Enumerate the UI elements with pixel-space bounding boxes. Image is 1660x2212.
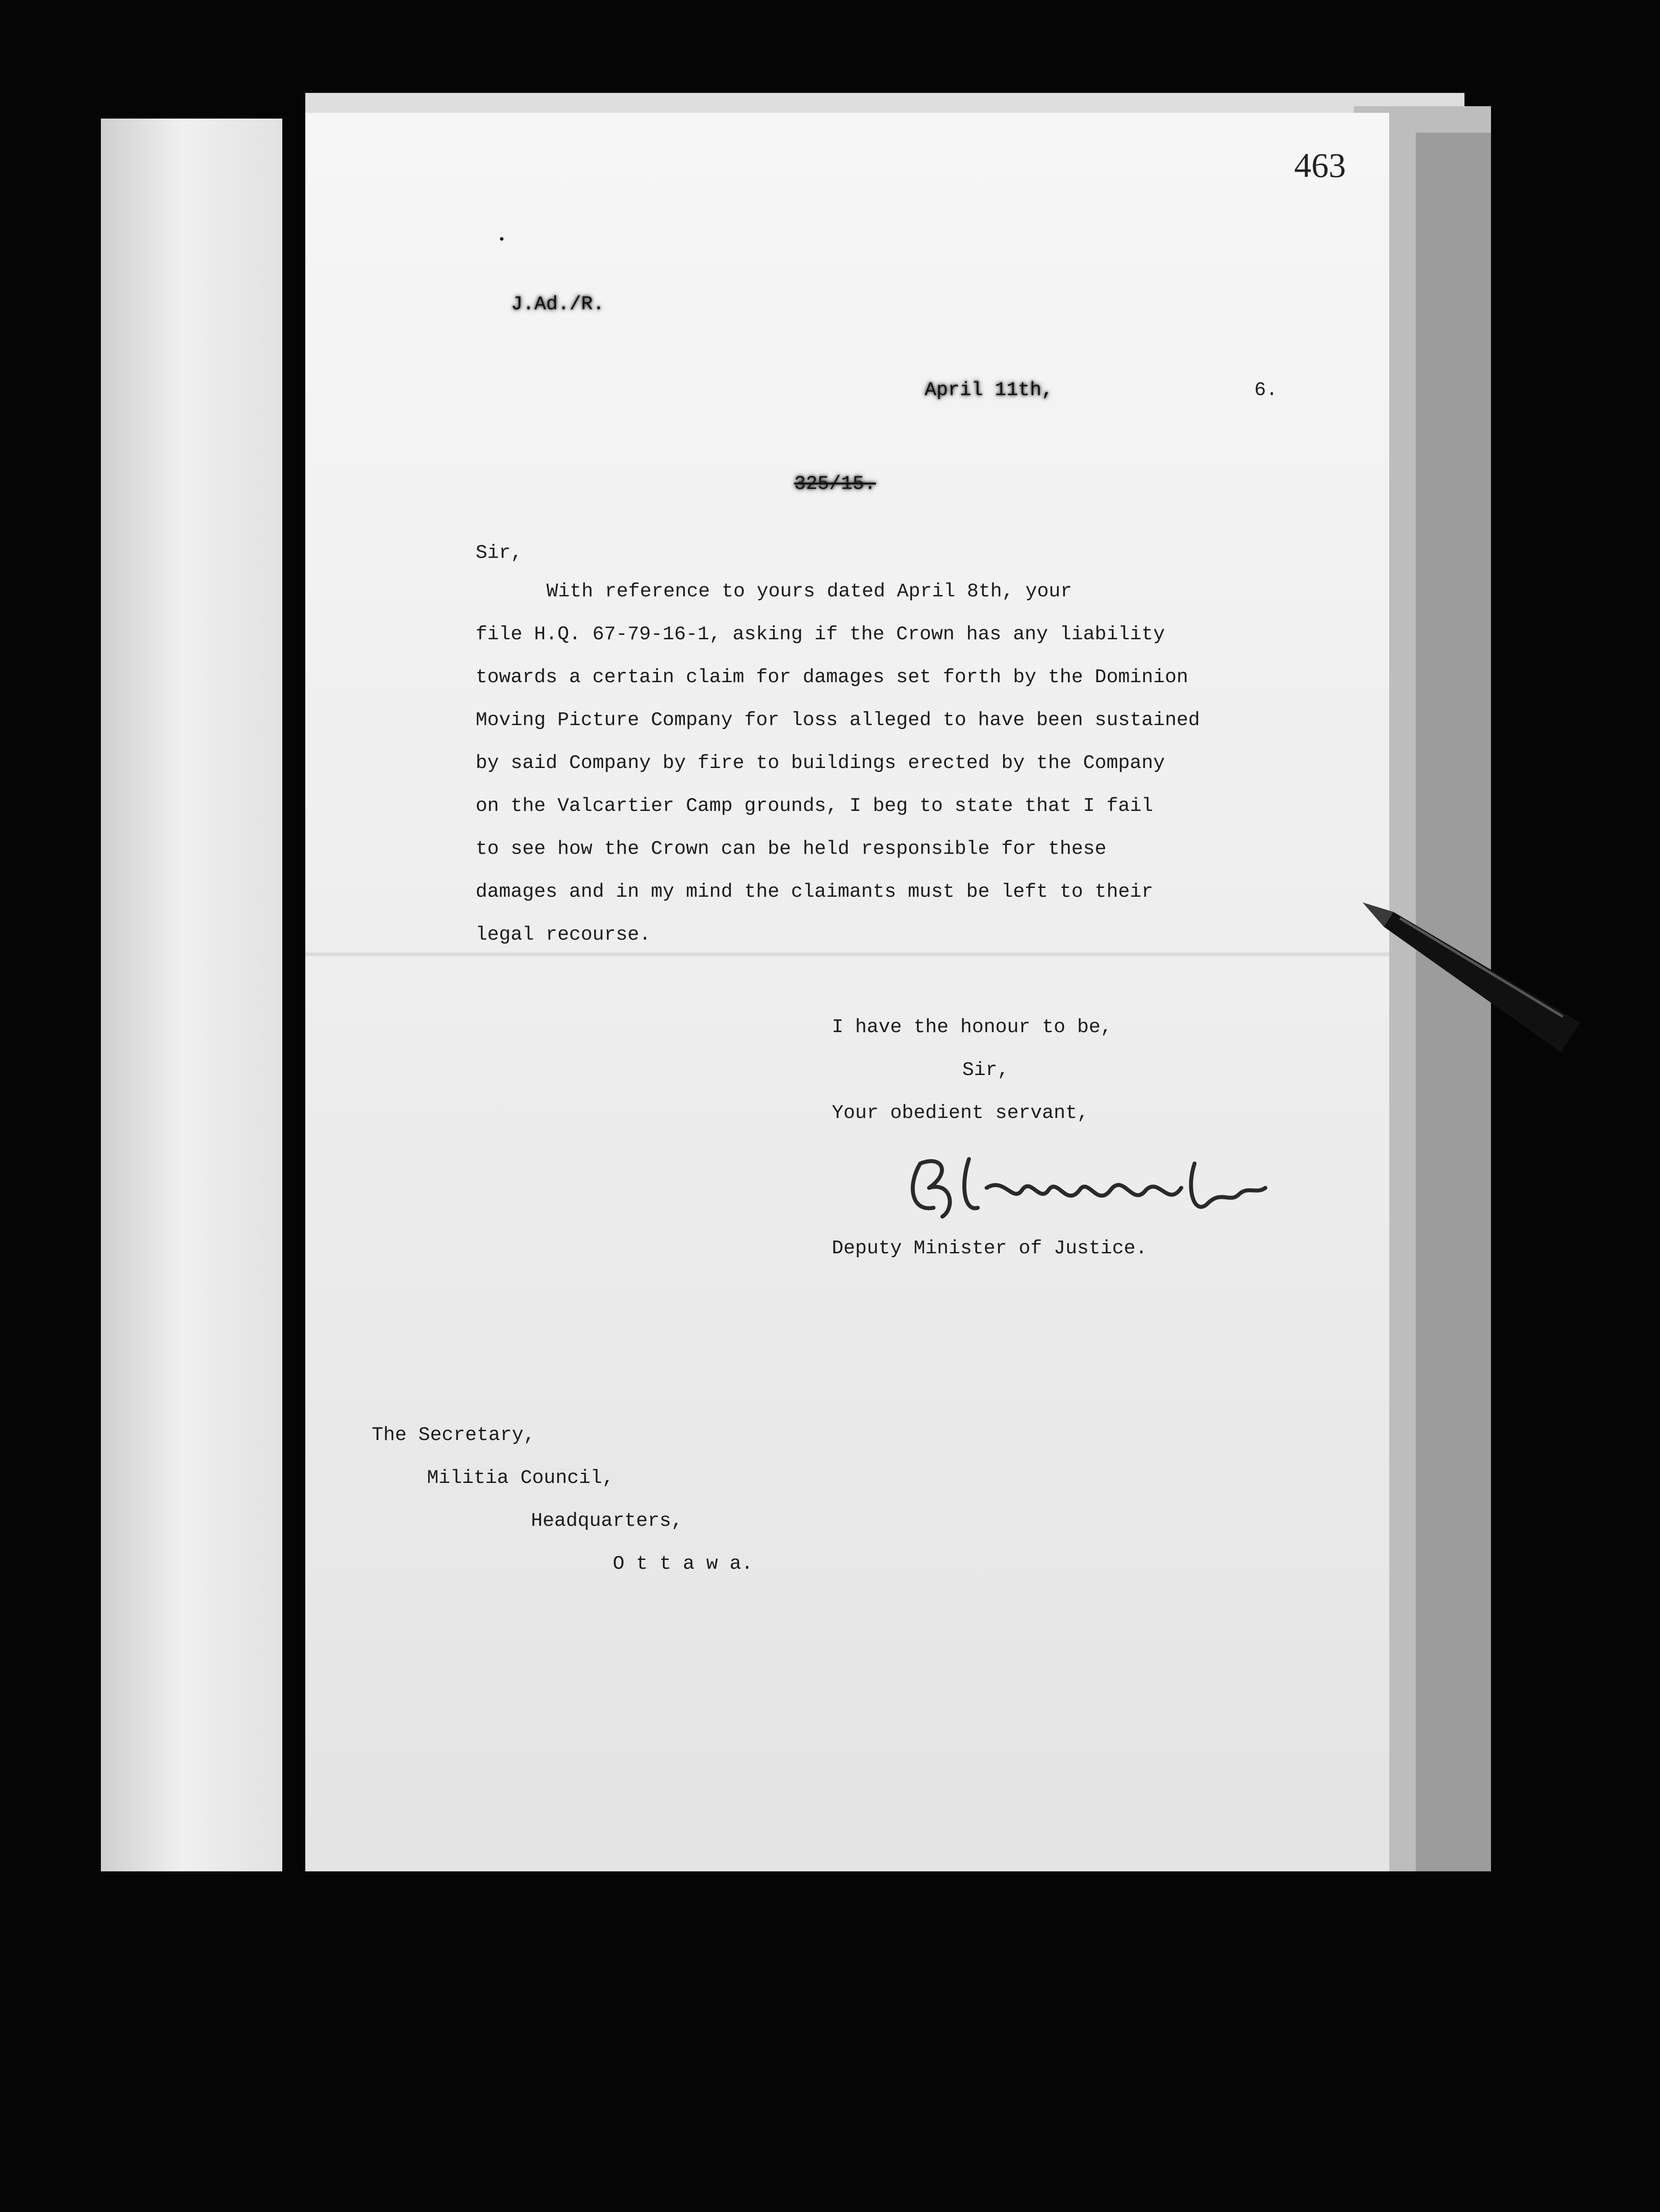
body-line: legal recourse. — [476, 924, 651, 946]
body-line: file H.Q. 67-79-16-1, asking if the Crown has any liability — [476, 623, 1165, 645]
body-line: to see how the Crown can be held responsible for these — [476, 838, 1107, 860]
page-number: 463 — [1294, 146, 1346, 184]
letter-page — [305, 113, 1389, 1871]
letter-date: April 11th, — [925, 379, 1053, 401]
reference-initials: J.Ad./R. — [511, 293, 605, 315]
salutation: Sir, — [476, 542, 523, 564]
closing-line: Your obedient servant, — [832, 1102, 1089, 1124]
page-fold — [305, 951, 1389, 957]
left-paper-strip — [101, 119, 282, 1871]
signature-title: Deputy Minister of Justice. — [832, 1237, 1147, 1260]
dot-mark: • — [498, 233, 506, 248]
body-line: Moving Picture Company for loss alleged to have been sustained — [476, 709, 1200, 731]
address-line: Headquarters, — [531, 1510, 683, 1532]
body-line: on the Valcartier Camp grounds, I beg to state that I fail — [476, 795, 1153, 817]
closing-line: I have the honour to be, — [832, 1016, 1112, 1038]
body-line: With reference to yours dated April 8th, your — [546, 580, 1072, 603]
file-number: 325/15. — [794, 473, 876, 495]
address-line: Militia Council, — [427, 1467, 614, 1489]
closing-line: Sir, — [962, 1059, 1009, 1081]
address-line: O t t a w a. — [613, 1553, 753, 1575]
address-line: The Secretary, — [372, 1424, 535, 1446]
body-line: by said Company by fire to buildings erected by the Company — [476, 752, 1165, 774]
body-line: damages and in my mind the claimants must be left to their — [476, 881, 1153, 903]
body-line: towards a certain claim for damages set forth by the Dominion — [476, 666, 1188, 688]
handwritten-signature — [903, 1146, 1279, 1230]
date-suffix: 6. — [1254, 379, 1278, 401]
